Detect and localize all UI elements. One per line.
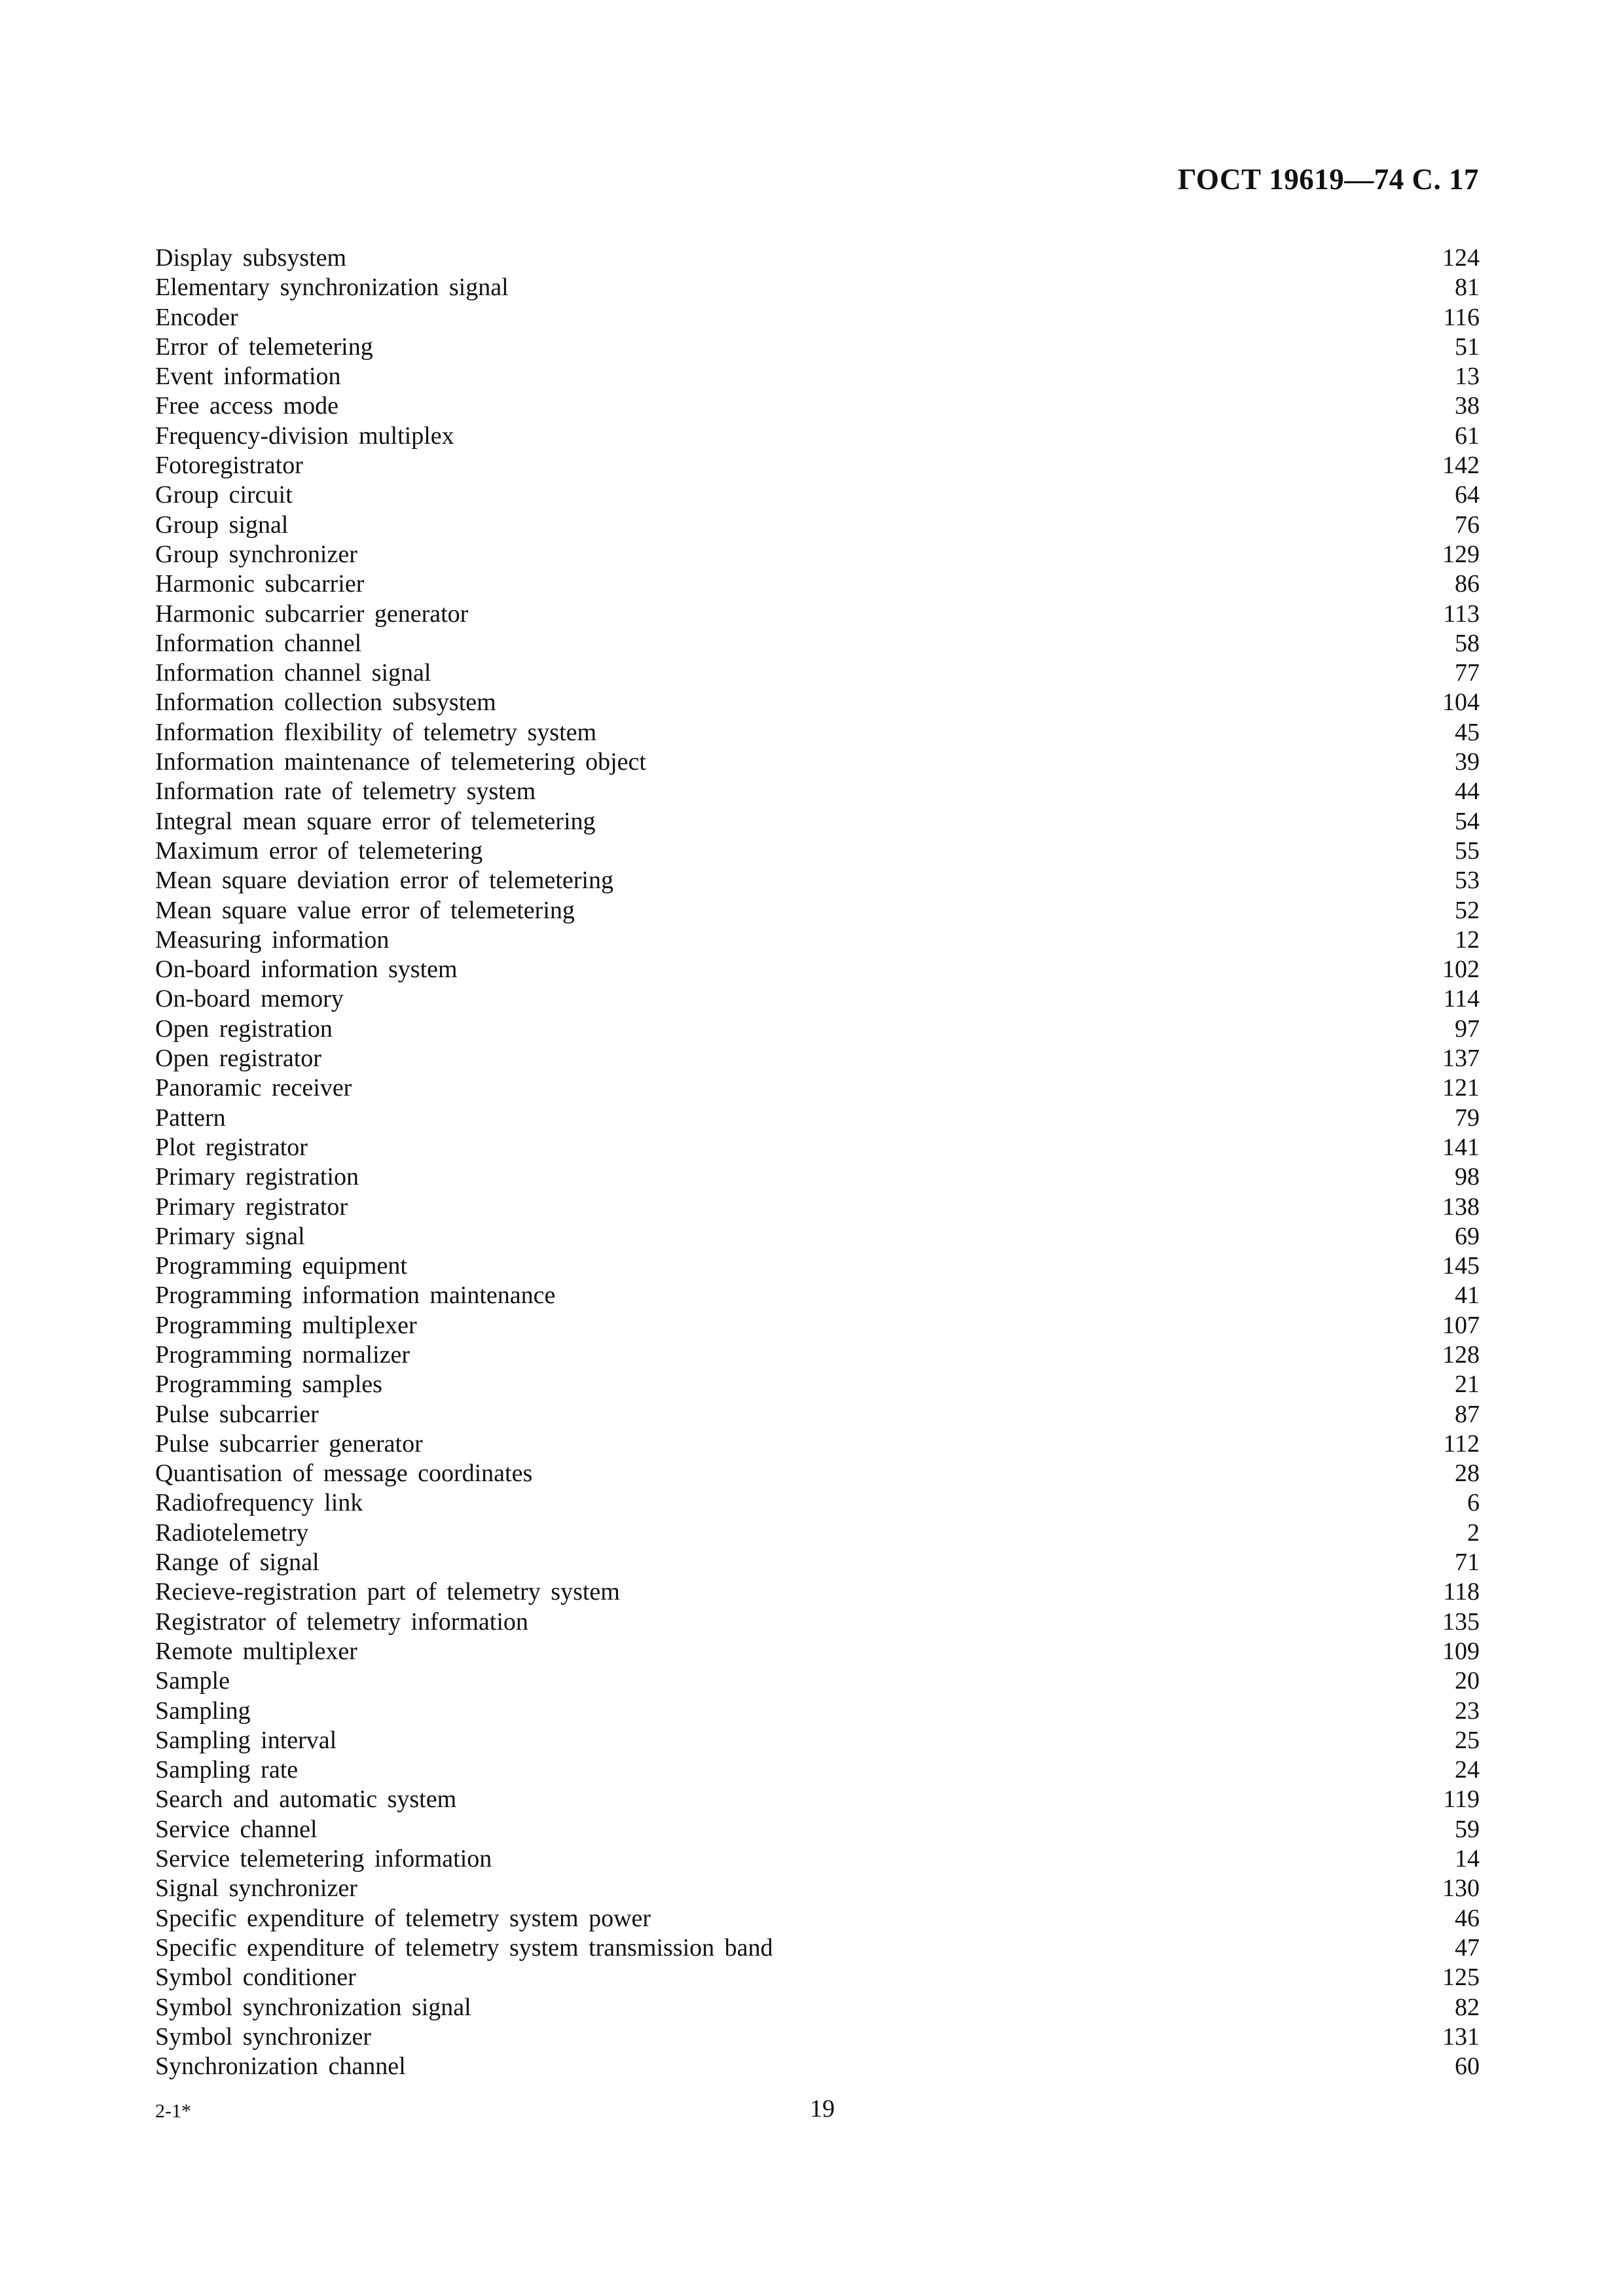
- index-row: [155, 391, 1480, 421]
- index-row: [155, 2022, 1480, 2052]
- index-term: Information channel signal: [155, 659, 431, 687]
- index-term: Recieve-registration part of telemetry system: [155, 1578, 620, 1606]
- index-term: On-board memory: [155, 985, 344, 1013]
- index-number: 87: [1455, 1400, 1480, 1428]
- index-number: 53: [1455, 867, 1480, 895]
- index-row: [155, 1815, 1480, 1844]
- index-number: 46: [1455, 1904, 1480, 1932]
- index-term: Pulse subcarrier generator: [155, 1429, 423, 1458]
- index-term: Symbol synchronization signal: [155, 1993, 471, 2021]
- index-number: 39: [1455, 748, 1480, 776]
- index-term: Service channel: [155, 1815, 318, 1843]
- index-term: Event information: [155, 363, 341, 391]
- index-row: [155, 1429, 1480, 1459]
- index-row: [155, 422, 1480, 451]
- index-term: Group circuit: [155, 481, 293, 509]
- index-number: 13: [1455, 363, 1480, 391]
- index-number: 77: [1455, 659, 1480, 687]
- index-term: Information flexibility of telemetry system: [155, 718, 597, 746]
- index-term: Signal synchronizer: [155, 1874, 357, 1903]
- index-row: [155, 629, 1480, 658]
- index-term: Group synchronizer: [155, 540, 357, 568]
- index-number: 135: [1442, 1607, 1480, 1636]
- index-number: 97: [1455, 1014, 1480, 1043]
- index-number: 61: [1455, 422, 1480, 450]
- index-row: [155, 1933, 1480, 1963]
- index-row: [155, 777, 1480, 806]
- index-number: 55: [1455, 836, 1480, 865]
- index-row: [155, 1874, 1480, 1903]
- index-term: On-board information system: [155, 956, 458, 984]
- index-row: [155, 718, 1480, 747]
- index-row: [155, 303, 1480, 332]
- index-row: [155, 451, 1480, 480]
- index-term: Group signal: [155, 511, 289, 539]
- index-number: 45: [1455, 718, 1480, 746]
- index-list: [155, 243, 1480, 2081]
- index-row: [155, 836, 1480, 866]
- index-number: 58: [1455, 629, 1480, 657]
- index-number: 86: [1455, 570, 1480, 598]
- index-number: 52: [1455, 896, 1480, 924]
- index-term: Information maintenance of telemetering object: [155, 748, 646, 776]
- index-number: 102: [1442, 956, 1480, 984]
- index-number: 6: [1467, 1489, 1480, 1517]
- index-term: Sampling rate: [155, 1756, 299, 1784]
- index-row: [155, 1993, 1480, 2022]
- index-number: 109: [1442, 1637, 1480, 1665]
- index-term: Specific expenditure of telemetry system transmission band: [155, 1933, 773, 1962]
- index-number: 23: [1455, 1696, 1480, 1725]
- index-term: Measuring information: [155, 925, 390, 954]
- index-term: Range of signal: [155, 1549, 319, 1577]
- index-row: [155, 1637, 1480, 1666]
- index-number: 2: [1467, 1518, 1480, 1547]
- index-row: [155, 1548, 1480, 1577]
- index-number: 137: [1442, 1045, 1480, 1073]
- index-row: [155, 243, 1480, 273]
- index-term: Programming samples: [155, 1371, 382, 1399]
- index-row: [155, 1904, 1480, 1933]
- index-row: [155, 1133, 1480, 1162]
- index-number: 114: [1443, 985, 1480, 1013]
- index-term: Information rate of telemetry system: [155, 778, 536, 806]
- index-row: [155, 688, 1480, 717]
- index-row: [155, 658, 1480, 688]
- index-row: [155, 1844, 1480, 1874]
- index-term: Mean square value error of telemetering: [155, 896, 575, 924]
- index-number: 81: [1455, 274, 1480, 302]
- index-term: Service telemetering information: [155, 1845, 492, 1873]
- index-number: 107: [1442, 1311, 1480, 1339]
- footer-mark: 2-1*: [155, 2100, 191, 2122]
- index-row: [155, 984, 1480, 1014]
- index-term: Mean square deviation error of telemetering: [155, 867, 613, 895]
- index-number: 141: [1442, 1133, 1480, 1161]
- index-term: Open registration: [155, 1014, 333, 1043]
- index-row: [155, 1103, 1480, 1133]
- index-row: [155, 1696, 1480, 1726]
- index-number: 60: [1455, 2053, 1480, 2081]
- index-term: Programming information maintenance: [155, 1282, 556, 1310]
- index-term: Pulse subcarrier: [155, 1400, 319, 1428]
- index-number: 124: [1442, 244, 1480, 272]
- index-term: Symbol conditioner: [155, 1964, 356, 1992]
- index-term: Free access mode: [155, 392, 338, 420]
- index-row: [155, 1073, 1480, 1103]
- index-term: Remote multiplexer: [155, 1637, 357, 1665]
- index-number: 44: [1455, 778, 1480, 806]
- index-number: 119: [1443, 1785, 1480, 1814]
- index-term: Encoder: [155, 303, 238, 331]
- index-row: [155, 2052, 1480, 2081]
- index-row: [155, 925, 1480, 955]
- index-term: Harmonic subcarrier: [155, 570, 365, 598]
- index-term: Sampling: [155, 1696, 251, 1725]
- index-row: [155, 747, 1480, 777]
- index-term: Programming multiplexer: [155, 1311, 417, 1339]
- index-row: [155, 1340, 1480, 1370]
- index-row: [155, 1785, 1480, 1814]
- index-term: Primary registrator: [155, 1193, 348, 1221]
- index-number: 59: [1455, 1815, 1480, 1843]
- index-term: Harmonic subcarrier generator: [155, 600, 469, 628]
- index-number: 79: [1455, 1103, 1480, 1132]
- index-term: Radiofrequency link: [155, 1489, 363, 1517]
- index-row: [155, 1370, 1480, 1399]
- index-number: 41: [1455, 1282, 1480, 1310]
- index-number: 71: [1455, 1549, 1480, 1577]
- index-row: [155, 273, 1480, 302]
- index-number: 69: [1455, 1222, 1480, 1250]
- index-row: [155, 896, 1480, 925]
- index-term: Synchronization channel: [155, 2053, 406, 2081]
- index-row: [155, 1162, 1480, 1192]
- index-number: 51: [1455, 332, 1480, 361]
- index-term: Panoramic receiver: [155, 1074, 352, 1102]
- index-term: Plot registrator: [155, 1133, 308, 1161]
- index-row: [155, 511, 1480, 540]
- index-row: [155, 1577, 1480, 1607]
- index-term: Search and automatic system: [155, 1785, 457, 1814]
- index-term: Registrator of telemetry information: [155, 1607, 528, 1636]
- index-term: Programming equipment: [155, 1252, 407, 1280]
- index-row: [155, 1963, 1480, 1992]
- index-row: [155, 1014, 1480, 1044]
- index-row: [155, 1193, 1480, 1222]
- index-number: 76: [1455, 511, 1480, 539]
- index-number: 82: [1455, 1993, 1480, 2021]
- index-number: 125: [1442, 1964, 1480, 1992]
- index-term: Fotoregistrator: [155, 452, 303, 480]
- index-term: Primary signal: [155, 1222, 305, 1250]
- index-row: [155, 600, 1480, 629]
- index-number: 64: [1455, 481, 1480, 509]
- index-number: 131: [1442, 2022, 1480, 2051]
- index-term: Primary registration: [155, 1163, 359, 1191]
- index-number: 130: [1442, 1874, 1480, 1903]
- page-number: 19: [810, 2095, 835, 2123]
- index-number: 47: [1455, 1933, 1480, 1962]
- index-number: 145: [1442, 1252, 1480, 1280]
- index-row: [155, 332, 1480, 362]
- index-number: 104: [1442, 689, 1480, 717]
- index-term: Open registrator: [155, 1045, 321, 1073]
- index-row: [155, 1459, 1480, 1488]
- index-row: [155, 1044, 1480, 1073]
- index-term: Programming normalizer: [155, 1340, 410, 1369]
- index-row: [155, 540, 1480, 569]
- index-term: Specific expenditure of telemetry system power: [155, 1904, 651, 1932]
- index-number: 112: [1443, 1429, 1480, 1458]
- index-row: [155, 955, 1480, 984]
- index-number: 12: [1455, 925, 1480, 954]
- index-row: [155, 1607, 1480, 1637]
- index-row: [155, 807, 1480, 836]
- index-number: 38: [1455, 392, 1480, 420]
- index-row: [155, 1222, 1480, 1251]
- index-term: Integral mean square error of telemetering: [155, 807, 596, 835]
- index-term: Pattern: [155, 1103, 226, 1132]
- index-number: 14: [1455, 1845, 1480, 1873]
- index-row: [155, 1281, 1480, 1310]
- index-term: Frequency-division multiplex: [155, 422, 454, 450]
- index-term: Elementary synchronization signal: [155, 274, 509, 302]
- index-number: 113: [1443, 600, 1480, 628]
- index-row: [155, 362, 1480, 391]
- index-number: 128: [1442, 1340, 1480, 1369]
- index-number: 98: [1455, 1163, 1480, 1191]
- index-row: [155, 1755, 1480, 1785]
- index-row: [155, 1666, 1480, 1696]
- index-term: Radiotelemetry: [155, 1518, 309, 1547]
- index-number: 142: [1442, 452, 1480, 480]
- index-term: Quantisation of message coordinates: [155, 1460, 533, 1488]
- index-number: 118: [1443, 1578, 1480, 1606]
- index-term: Sample: [155, 1667, 230, 1695]
- index-number: 129: [1442, 540, 1480, 568]
- page-header: ГОСТ 19619—74 С. 17: [1177, 163, 1479, 196]
- index-term: Error of telemetering: [155, 332, 373, 361]
- index-number: 116: [1443, 303, 1480, 331]
- index-term: Symbol synchronizer: [155, 2022, 372, 2051]
- index-row: [155, 480, 1480, 510]
- index-number: 54: [1455, 807, 1480, 835]
- index-row: [155, 1400, 1480, 1429]
- index-number: 24: [1455, 1756, 1480, 1784]
- index-term: Sampling interval: [155, 1726, 337, 1754]
- index-term: Information channel: [155, 629, 362, 657]
- index-row: [155, 1311, 1480, 1340]
- index-row: [155, 1518, 1480, 1548]
- index-number: 138: [1442, 1193, 1480, 1221]
- index-row: [155, 866, 1480, 895]
- index-number: 20: [1455, 1667, 1480, 1695]
- index-row: [155, 569, 1480, 599]
- index-row: [155, 1251, 1480, 1281]
- index-term: Display subsystem: [155, 244, 347, 272]
- index-row: [155, 1726, 1480, 1755]
- index-row: [155, 1488, 1480, 1518]
- index-number: 121: [1442, 1074, 1480, 1102]
- index-number: 28: [1455, 1460, 1480, 1488]
- index-number: 21: [1455, 1371, 1480, 1399]
- index-term: Maximum error of telemetering: [155, 836, 483, 865]
- index-number: 25: [1455, 1726, 1480, 1754]
- index-term: Information collection subsystem: [155, 689, 496, 717]
